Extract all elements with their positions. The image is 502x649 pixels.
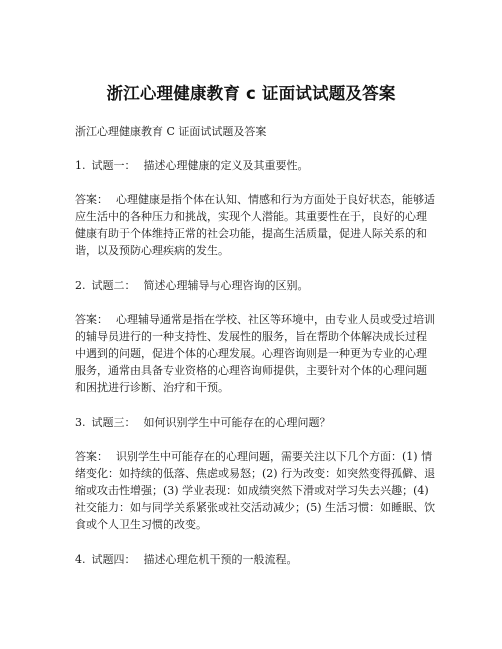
- answer-3-label: 答案：: [75, 450, 108, 463]
- answer-3: [75, 448, 437, 533]
- question-1: [75, 157, 437, 174]
- answer-1-label: 答案：: [75, 193, 108, 206]
- document-title: 浙江心理健康教育 c 证面试试题及答案: [106, 84, 396, 103]
- question-4: [75, 551, 437, 568]
- question-2-text: 简述心理辅导与心理咨询的区别。: [143, 279, 309, 292]
- question-3-text: 如何识别学生中可能存在的心理问题？: [143, 416, 331, 429]
- document-subtitle: 浙江心理健康教育 C 证面试试题及答案: [75, 125, 267, 138]
- question-3: [75, 414, 437, 431]
- answer-3-text: 识别学生中可能存在的心理问题，需要关注以下几个方面：(1) 情绪变化：如持续的低落、焦虑或易怒；(2) 行为改变：如突然变得孤僻、退缩或攻击性增强；(3) 学业表现：如成绩突然下滑或对学习失去兴趣；(4) 社交能力：如与同学关系紧张或社交活动减少；(5) 生活习惯：如睡眠、饮食或个人卫生习惯的改变。: [75, 450, 436, 531]
- question-4-label: 试题四：: [91, 553, 136, 566]
- question-1-number: 1.: [75, 159, 86, 172]
- question-1-text: 描述心理健康的定义及其重要性。: [143, 159, 309, 172]
- answer-2: [75, 311, 437, 396]
- answer-2-text: 心理辅导通常是指在学校、社区等环境中，由专业人员或受过培训的辅导员进行的一种支持性、发展性的服务，旨在帮助个体解决成长过程中遇到的问题，促进个体的心理发展。心理咨询则是一种更为专业的心理服务，通常由具备专业资格的心理咨询师提供，主要针对个体的心理问题和困扰进行诊断、治疗和干预。: [75, 313, 435, 394]
- question-2-number: 2.: [75, 279, 86, 292]
- question-2: [75, 277, 437, 294]
- question-4-number: 4.: [75, 553, 86, 566]
- answer-1: [75, 191, 437, 259]
- answer-2-label: 答案：: [75, 313, 108, 326]
- question-2-label: 试题二：: [91, 279, 136, 292]
- question-3-label: 试题三：: [91, 416, 136, 429]
- question-4-text: 描述心理危机干预的一般流程。: [143, 553, 298, 566]
- answer-1-text: 心理健康是指个体在认知、情感和行为方面处于良好状态，能够适应生活中的各种压力和挑战，实现个人潜能。其重要性在于，良好的心理健康有助于个体维持正常的社会功能，提高生活质量，促进人际关系的和谐，以及预防心理疾病的发生。: [75, 193, 435, 257]
- document-body: [75, 123, 437, 585]
- question-3-number: 3.: [75, 416, 86, 429]
- question-1-label: 试题一：: [91, 159, 136, 172]
